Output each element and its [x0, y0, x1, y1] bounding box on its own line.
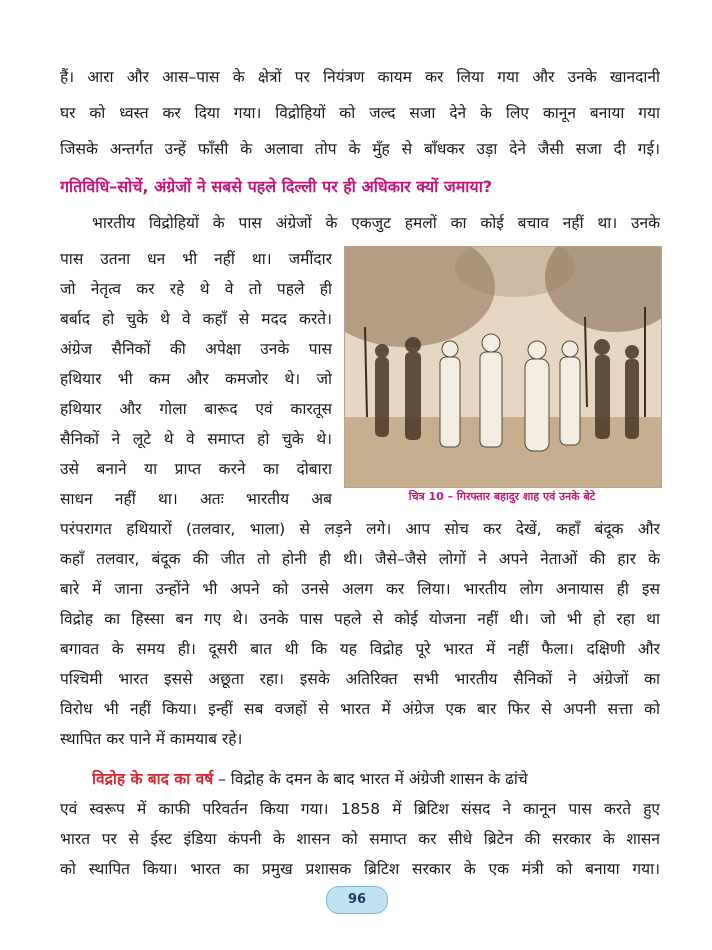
paragraph-line: परंपरागत हथियारों (तलवार, भाला) से लड़ने लगे। आप सोच कर देखें, कहाँ बंदूक और [60, 520, 660, 538]
activity-heading: गतिविधि–सोचें, अंग्रेजों ने सबसे पहले दिल्ली पर ही अधिकार क्यों जमाया? [60, 177, 493, 196]
paragraph-line: को स्थापित किया। भारत का प्रमुख प्रशासक ब्रिटिश सरकार के एक मंत्री को बनाया गया। [60, 860, 660, 878]
paragraph-line: उसे बनाने या प्राप्त करने का दोबारा [60, 460, 332, 478]
paragraph-line: बगावत के समय ही। दूसरी बात थी कि यह विद्रोह पूरे भारत में नहीं फैला। दक्षिणी और [60, 640, 660, 658]
historical-illustration [344, 246, 662, 488]
paragraph-line: जिसके अन्तर्गत उन्हें फाँसी के अलावा तोप के मुँह से बाँधकर उड़ा देने जैसी सजा दी गई। [60, 140, 660, 158]
paragraph-line: पश्चिमी भारत इससे अछूता रहा। इसके अतिरिक्त सभी भारतीय सैनिकों ने अंग्रेजों का [60, 670, 660, 688]
paragraph-line: हैं। आरा और आस–पास के क्षेत्रों पर नियंत्रण कायम कर लिया गया और उनके खानदानी [60, 68, 660, 86]
paragraph-line: अंग्रेज सैनिकों की अपेक्षा उनके पास [60, 340, 332, 358]
paragraph-line: भारतीय विद्रोहियों के पास अंग्रेजों के एकजुट हमलों का कोई बचाव नहीं था। उनके [92, 214, 660, 232]
paragraph-line: पास उतना धन भी नहीं था। जमींदार [60, 250, 332, 268]
paragraph-line: जो नेतृत्व कर रहे थे वे तो पहले ही [60, 280, 332, 298]
paragraph-text: – विद्रोह के दमन के बाद भारत में अंग्रेजी शासन के ढांचे [213, 770, 528, 788]
paragraph-line: एवं स्वरूप में काफी परिवर्तन किया गया। 1858 में ब्रिटिश संसद ने कानून पास करते हुए [60, 800, 660, 818]
paragraph-line: कहाँ तलवार, बंदूक की जीत तो होनी ही थी। जैसे–जैसे लोगों ने अपने नेताओं की हार के [60, 550, 660, 568]
section-subheading: विद्रोह के बाद का वर्ष [92, 770, 214, 788]
paragraph-line: हथियार भी कम और कमजोर थे। जो [60, 370, 332, 388]
paragraph-line: सैनिकों ने लूटे थे वे समाप्त हो चुके थे। [60, 430, 332, 448]
paragraph-line: साधन नहीं था। अतः भारतीय अब [60, 490, 332, 508]
paragraph-line: बर्बाद हो चुके थे वे कहाँ से मदद करते। [60, 310, 332, 328]
paragraph-line: हथियार और गोला बारूद एवं कारतूस [60, 400, 332, 418]
paragraph-line: घर को ध्वस्त कर दिया गया। विद्रोहियों को जल्द सजा देने के लिए कानून बनाया गया [60, 104, 660, 122]
paragraph-line: भारत पर से ईस्ट इंडिया कंपनी के शासन को समाप्त कर सीधे ब्रिटेन की सरकार के शासन [60, 830, 660, 848]
page-number-badge: 96 [326, 886, 388, 914]
paragraph-line: स्थापित कर पाने में कामयाब रहे। [60, 730, 243, 748]
illustration-artwork [345, 247, 661, 487]
paragraph-line-with-heading [92, 768, 660, 790]
paragraph-line: बारे में जाना उन्होंने भी अपने को उनसे अलग कर लिया। भारतीय लोग अनायास ही इस [60, 580, 660, 598]
paragraph-line: विरोध भी नहीं किया। इन्हीं सब वजहों से भारत में अंग्रेज एक बार फिर से अपनी सत्ता को [60, 700, 660, 718]
figure-caption: चित्र 10 – गिरफ्तार बहादुर शाह एवं उनके बेटे [408, 490, 596, 503]
paragraph-line: विद्रोह का हिस्सा बन गए थे। उनके पास पहले से कोई योजना नहीं थी। जो भी हो रहा था [60, 610, 660, 628]
